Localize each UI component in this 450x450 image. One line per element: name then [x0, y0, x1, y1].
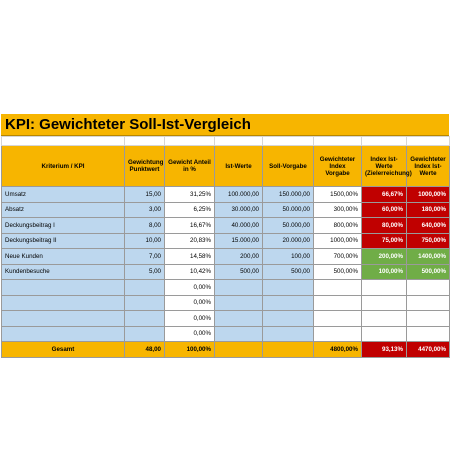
sheet-title: KPI: Gewichteter Soll-Ist-Vergleich	[5, 116, 251, 133]
cell-anteil[interactable]: 0,00%	[165, 280, 215, 296]
cell-gew-index-ist[interactable]: 640,00%	[407, 218, 450, 234]
header-kriterium: Kriterium / KPI	[2, 146, 125, 187]
cell-ist[interactable]	[215, 326, 263, 342]
cell-soll[interactable]: 500,00	[263, 264, 314, 280]
cell-gew-index-ist[interactable]: 750,00%	[407, 233, 450, 249]
cell-gew-index[interactable]: 700,00%	[314, 249, 362, 265]
cell-gew-index[interactable]	[314, 295, 362, 311]
table-row	[2, 311, 450, 327]
total-ist[interactable]	[215, 342, 263, 358]
cell-gewichtung[interactable]: 3,00	[125, 202, 165, 218]
cell-gew-index[interactable]: 300,00%	[314, 202, 362, 218]
cell-gew-index-ist[interactable]	[407, 311, 450, 327]
cell-gew-index[interactable]	[314, 280, 362, 296]
cell-anteil[interactable]: 31,25%	[165, 187, 215, 203]
cell-soll[interactable]	[263, 326, 314, 342]
cell-ist[interactable]: 30.000,00	[215, 202, 263, 218]
table-row	[2, 295, 450, 311]
cell-soll[interactable]: 150.000,00	[263, 187, 314, 203]
table-row	[2, 249, 450, 265]
cell-kriterium[interactable]: Absatz	[2, 202, 125, 218]
cell-kriterium[interactable]	[2, 311, 125, 327]
header-anteil: Gewicht Anteil in %	[165, 146, 215, 187]
cell-index-ist[interactable]: 66,67%	[362, 187, 407, 203]
cell-soll[interactable]: 20.000,00	[263, 233, 314, 249]
cell-ist[interactable]: 200,00	[215, 249, 263, 265]
cell-gew-index-ist[interactable]: 1000,00%	[407, 187, 450, 203]
cell-ist[interactable]: 40.000,00	[215, 218, 263, 234]
cell-kriterium[interactable]	[2, 280, 125, 296]
cell-gewichtung[interactable]	[125, 311, 165, 327]
header-index-ist: Index Ist-Werte (Zielerreichung)	[362, 146, 407, 187]
cell-anteil[interactable]: 0,00%	[165, 295, 215, 311]
cell-ist[interactable]	[215, 295, 263, 311]
cell-soll[interactable]	[263, 280, 314, 296]
cell-anteil[interactable]: 0,00%	[165, 311, 215, 327]
cell-soll[interactable]	[263, 295, 314, 311]
cell-index-ist[interactable]	[362, 280, 407, 296]
cell-ist[interactable]: 500,00	[215, 264, 263, 280]
cell-gew-index-ist[interactable]: 180,00%	[407, 202, 450, 218]
cell-gew-index-ist[interactable]	[407, 295, 450, 311]
cell-anteil[interactable]: 0,00%	[165, 326, 215, 342]
cell-gewichtung[interactable]	[125, 295, 165, 311]
cell-index-ist[interactable]: 200,00%	[362, 249, 407, 265]
cell-gew-index[interactable]	[314, 326, 362, 342]
cell-kriterium[interactable]: Neue Kunden	[2, 249, 125, 265]
cell-anteil[interactable]: 16,67%	[165, 218, 215, 234]
cell-ist[interactable]: 15.000,00	[215, 233, 263, 249]
cell-kriterium[interactable]: Kundenbesuche	[2, 264, 125, 280]
cell-gew-index[interactable]: 800,00%	[314, 218, 362, 234]
table-row	[2, 202, 450, 218]
cell-gewichtung[interactable]: 7,00	[125, 249, 165, 265]
cell-kriterium[interactable]: Umsatz	[2, 187, 125, 203]
title-bar	[1, 114, 449, 136]
cell-gewichtung[interactable]	[125, 280, 165, 296]
cell-gew-index-ist[interactable]: 1400,00%	[407, 249, 450, 265]
cell-kriterium[interactable]: Deckungsbeitrag I	[2, 218, 125, 234]
cell-gew-index-ist[interactable]	[407, 326, 450, 342]
table-row	[2, 233, 450, 249]
cell-gew-index[interactable]: 500,00%	[314, 264, 362, 280]
table-row	[2, 187, 450, 203]
table-row	[2, 218, 450, 234]
cell-gewichtung[interactable]: 10,00	[125, 233, 165, 249]
cell-kriterium[interactable]	[2, 326, 125, 342]
cell-gewichtung[interactable]: 8,00	[125, 218, 165, 234]
cell-gew-index[interactable]	[314, 311, 362, 327]
cell-gew-index-ist[interactable]: 500,00%	[407, 264, 450, 280]
cell-kriterium[interactable]: Deckungsbeitrag II	[2, 233, 125, 249]
cell-anteil[interactable]: 10,42%	[165, 264, 215, 280]
header-row	[2, 146, 450, 187]
cell-gew-index[interactable]: 1500,00%	[314, 187, 362, 203]
cell-index-ist[interactable]: 100,00%	[362, 264, 407, 280]
cell-ist[interactable]	[215, 280, 263, 296]
cell-anteil[interactable]: 14,58%	[165, 249, 215, 265]
cell-kriterium[interactable]	[2, 295, 125, 311]
cell-ist[interactable]: 100.000,00	[215, 187, 263, 203]
cell-gewichtung[interactable]: 5,00	[125, 264, 165, 280]
cell-ist[interactable]	[215, 311, 263, 327]
cell-anteil[interactable]: 20,83%	[165, 233, 215, 249]
table-row	[2, 264, 450, 280]
cell-gew-index-ist[interactable]	[407, 280, 450, 296]
total-gew-index[interactable]: 4800,00%	[314, 342, 362, 358]
total-index-ist[interactable]: 93,13%	[362, 342, 407, 358]
cell-gewichtung[interactable]	[125, 326, 165, 342]
total-soll[interactable]	[263, 342, 314, 358]
cell-soll[interactable]: 100,00	[263, 249, 314, 265]
cell-gewichtung[interactable]: 15,00	[125, 187, 165, 203]
total-row	[2, 342, 450, 358]
cell-index-ist[interactable]	[362, 326, 407, 342]
header-gew-index-ist: Gewichteter Index Ist-Werte	[407, 146, 450, 187]
spacer-row	[2, 137, 450, 146]
total-gewichtung[interactable]: 48,00	[125, 342, 165, 358]
cell-anteil[interactable]: 6,25%	[165, 202, 215, 218]
cell-soll[interactable]	[263, 311, 314, 327]
cell-soll[interactable]: 50.000,00	[263, 218, 314, 234]
cell-index-ist[interactable]: 60,00%	[362, 202, 407, 218]
header-gewichtung: Gewichtung Punktwert	[125, 146, 165, 187]
header-ist: Ist-Werte	[215, 146, 263, 187]
cell-gew-index[interactable]: 1000,00%	[314, 233, 362, 249]
table-row	[2, 280, 450, 296]
total-gew-index-ist[interactable]: 4470,00%	[407, 342, 450, 358]
cell-index-ist[interactable]	[362, 311, 407, 327]
header-gew-index: Gewichteter Index Vorgabe	[314, 146, 362, 187]
total-label[interactable]: Gesamt	[2, 342, 125, 358]
table-row	[2, 326, 450, 342]
cell-index-ist[interactable]: 80,00%	[362, 218, 407, 234]
kpi-table	[1, 136, 450, 358]
cell-index-ist[interactable]: 75,00%	[362, 233, 407, 249]
cell-soll[interactable]: 50.000,00	[263, 202, 314, 218]
header-soll: Soll-Vorgabe	[263, 146, 314, 187]
spreadsheet	[1, 114, 449, 358]
total-anteil[interactable]: 100,00%	[165, 342, 215, 358]
cell-index-ist[interactable]	[362, 295, 407, 311]
